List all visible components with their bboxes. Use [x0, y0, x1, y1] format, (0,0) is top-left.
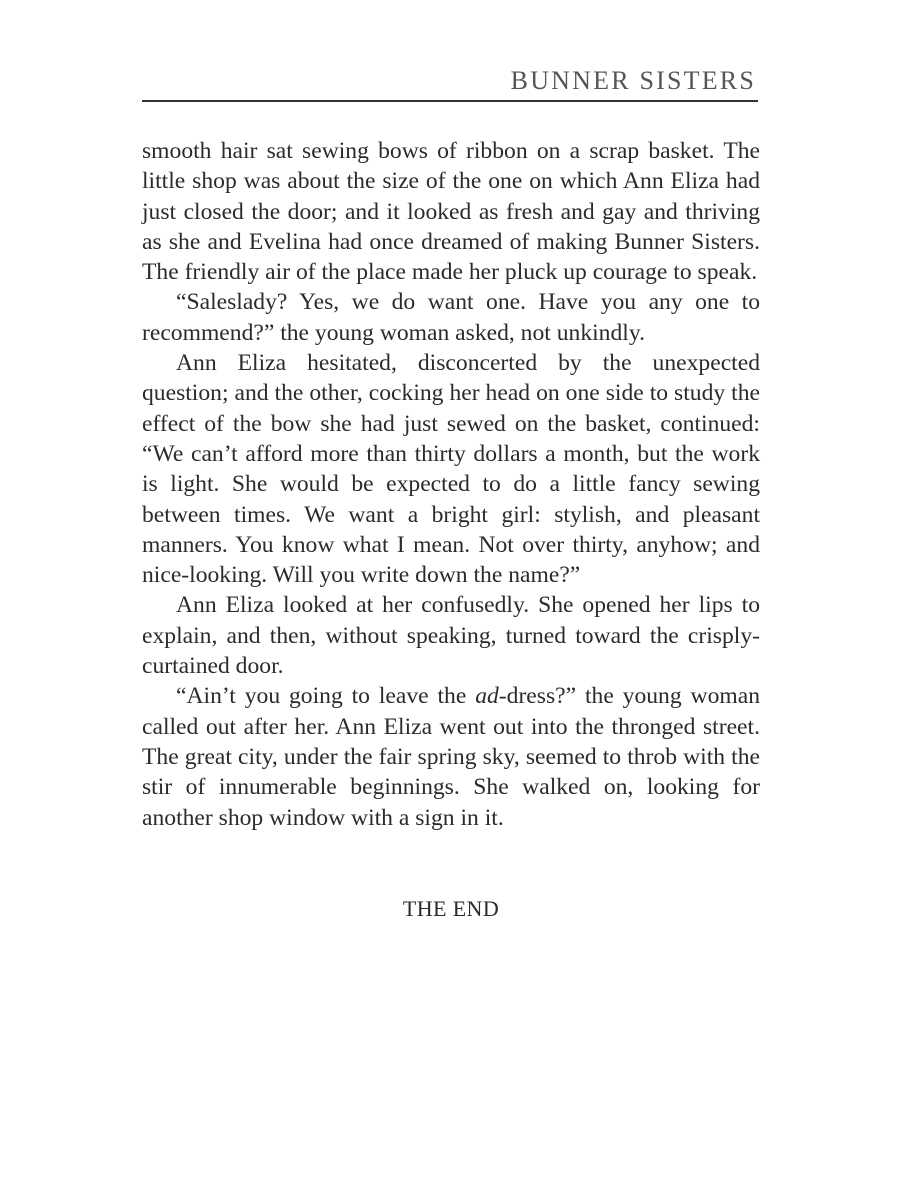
- the-end-mark: THE END: [402, 896, 500, 921]
- paragraph-ann-eliza-hesitated: Ann Eliza hesitated, disconcerted by the unexpected question; and the other, cocking her head on one side to study the effect of the bow she had just sewed on the basket, continued: “We can’t afford more than thirty dollars a month, but the work is light. She would be expected to do a little fancy sewing between times. We want a bright girl: stylish, and pleasant manners. You know what I mean. Not over thirty, anyhow; and nice-looking. Will you write down the name?”: [142, 350, 760, 589]
- paragraph-continuation: smooth hair sat sewing bows of ribbon on a scrap basket. The little shop was about the size of the one on which Ann Eliza had just closed the door; and it looked as fresh and gay and thriving as she and Evelina had once dreamed of making Bunner Sisters. The friendly air of the place made her pluck up courage to speak.: [142, 138, 760, 286]
- final-text-italic: ad: [475, 683, 499, 710]
- running-header: [142, 62, 758, 102]
- paragraph-saleslady-reply: “Saleslady? Yes, we do want one. Have you any one to recommend?” the young woman asked, not unkindly.: [142, 289, 760, 346]
- body-text: [142, 136, 760, 833]
- paragraph-final: [142, 681, 760, 832]
- final-text-before: “Ain’t you going to leave the: [176, 683, 476, 710]
- paragraph-ann-eliza-confused: Ann Eliza looked at her confusedly. She opened her lips to explain, and then, without speaking, turned toward the crisply-curtained door.: [142, 592, 760, 680]
- final-text-after: -dress?” the young woman called out after her. Ann Eliza went out into the thronged street. The great city, under the fair spring sky, seemed to throb with the stir of innumerable beginnings. She walked on, looking for another shop window with a sign in it.: [142, 683, 760, 831]
- running-title: BUNNER SISTERS: [510, 66, 756, 95]
